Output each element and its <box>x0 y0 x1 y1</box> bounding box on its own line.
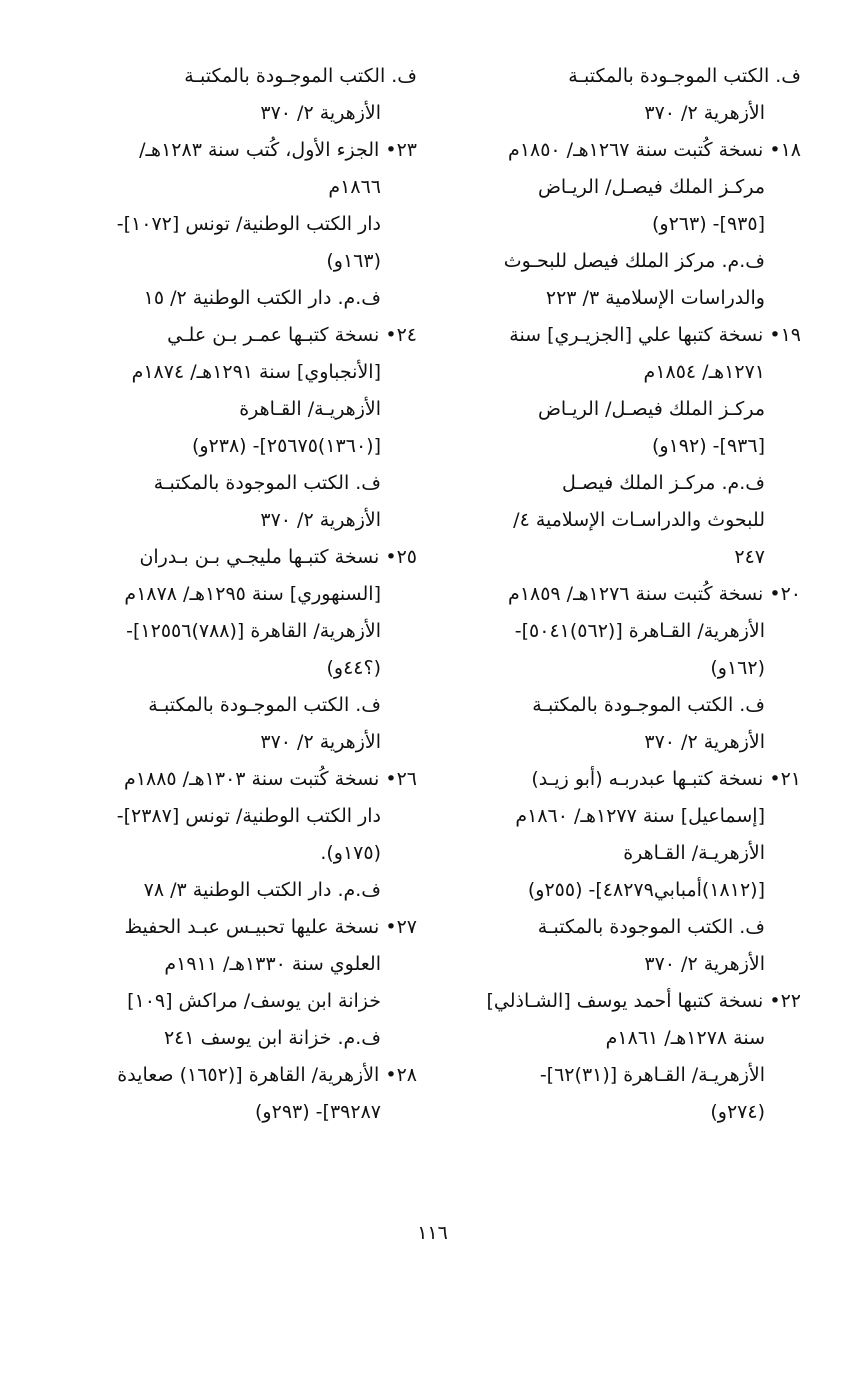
text-line: ٢٤٧ <box>734 546 765 568</box>
text-line: للبحوث والدراسـات الإسلامية ٤/ <box>513 509 765 531</box>
text-line: ١٩• نسخة كتبها علي [الجزيـري] سنة <box>509 324 801 346</box>
text-line: دار الكتب الوطنية/ تونس [١٠٧٢]- <box>116 213 381 235</box>
text-line: ف.م. مركز الملك فيصل للبحـوث <box>503 250 765 272</box>
text-line: (١٦٣و) <box>326 250 381 272</box>
text-line: ف. الكتب الموجـودة بالمكتبـة <box>184 65 417 87</box>
text-line: [إسماعيل] سنة ١٢٧٧هـ/ ١٨٦٠م <box>515 805 765 827</box>
right-column <box>449 58 801 1131</box>
text-line: خزانة ابن يوسف/ مراكش [١٠٩] <box>127 990 381 1012</box>
text-line: ٢٨• الأزهرية/ القاهرة [(١٦٥٢) صعايدة <box>117 1064 417 1086</box>
text-line: (٢٧٤و) <box>710 1101 765 1123</box>
text-line: العلوي سنة ١٣٣٠هـ/ ١٩١١م <box>164 953 381 975</box>
text-line: ٢٥• نسخة كتبـها مليجـي بـن بـدران <box>139 546 417 568</box>
text-line: دار الكتب الوطنية/ تونس [٢٣٨٧]- <box>116 805 381 827</box>
text-line: (؟٤٤و) <box>326 657 381 679</box>
text-line: (١٦٢و) <box>710 657 765 679</box>
text-line: الأزهرية ٢/ ٣٧٠ <box>644 953 765 975</box>
text-line: ٢٦• نسخة كُتبت سنة ١٣٠٣هـ/ ١٨٨٥م <box>124 768 417 790</box>
text-line: ف. الكتب الموجودة بالمكتبـة <box>537 916 765 938</box>
text-line: ف.م. مركـز الملك فيصـل <box>561 472 765 494</box>
text-line: الأزهريـة/ القـاهرة <box>623 842 765 864</box>
text-line: ٢٠• نسخة كُتبت سنة ١٢٧٦هـ/ ١٨٥٩م <box>508 583 801 605</box>
page-number: ١١٦ <box>417 1222 448 1244</box>
text-line: الأزهرية/ القاهرة [(٧٨٨)١٢٥٥٦]- <box>126 620 381 642</box>
text-line: ف. الكتب الموجودة بالمكتبـة <box>153 472 381 494</box>
left-column <box>43 58 417 1131</box>
text-line: سنة ١٢٧٨هـ/ ١٨٦١م <box>605 1027 765 1049</box>
text-line: ف.م. دار الكتب الوطنية ٢/ ١٥ <box>143 287 381 309</box>
text-line: ٢٣• الجزء الأول، كُتب سنة ١٢٨٣هـ/ <box>139 139 417 161</box>
text-line: الأزهريـة/ القـاهرة [(٣١)٦٢]- <box>539 1064 765 1086</box>
text-line: مركـز الملك فيصـل/ الريـاض <box>537 176 765 198</box>
text-line: ف. الكتب الموجـودة بالمكتبـة <box>532 694 765 716</box>
text-line: الأزهرية ٢/ ٣٧٠ <box>260 102 381 124</box>
text-line: (١٧٥و). <box>320 842 381 864</box>
text-line: الأزهرية ٢/ ٣٧٠ <box>260 731 381 753</box>
text-line: الأزهرية/ القـاهرة [(٥٦٢)٥٠٤١]- <box>514 620 765 642</box>
text-line: الأزهرية ٢/ ٣٧٠ <box>260 509 381 531</box>
text-line: ١٨• نسخة كُتبت سنة ١٢٦٧هـ/ ١٨٥٠م <box>508 139 801 161</box>
text-line: ٢٢• نسخة كتبها أحمد يوسف [الشـاذلي] <box>486 990 801 1012</box>
text-line: ٣٩٢٨٧]- (٢٩٣و) <box>255 1101 381 1123</box>
text-line: [(١٣٦٠)٢٥٦٧٥]- (٢٣٨و) <box>191 435 381 457</box>
text-line: الأزهرية ٢/ ٣٧٠ <box>644 102 765 124</box>
text-line: ف. الكتب الموجـودة بالمكتبـة <box>568 65 801 87</box>
text-line: ٢١• نسخة كتبـها عبدربـه (أبو زيـد) <box>531 768 801 790</box>
text-line: [٩٣٥]- (٢٦٣و) <box>652 213 765 235</box>
text-line: ٢٤• نسخة كتبـها عمـر بـن علـي <box>167 324 417 346</box>
text-line: [الأنجباوي] سنة ١٢٩١هـ/ ١٨٧٤م <box>131 361 381 383</box>
text-line: الأزهريـة/ القـاهرة <box>239 398 381 420</box>
text-line: [السنهوري] سنة ١٢٩٥هـ/ ١٨٧٨م <box>124 583 381 605</box>
text-line: ١٢٧١هـ/ ١٨٥٤م <box>643 361 765 383</box>
text-line: الأزهرية ٢/ ٣٧٠ <box>644 731 765 753</box>
text-line: ف.م. دار الكتب الوطنية ٣/ ٧٨ <box>143 879 381 901</box>
text-line: [٩٣٦]- (١٩٢و) <box>652 435 765 457</box>
text-line: والدراسات الإسلامية ٣/ ٢٢٣ <box>545 287 765 309</box>
text-line: ٢٧• نسخة عليها تحبيـس عبـد الحفيظ <box>124 916 417 938</box>
text-line: ١٨٦٦م <box>328 176 381 198</box>
text-line: ف. الكتب الموجـودة بالمكتبـة <box>148 694 381 716</box>
text-line: ف.م. خزانة ابن يوسف ٢٤١ <box>163 1027 381 1049</box>
text-line: مركـز الملك فيصـل/ الريـاض <box>537 398 765 420</box>
text-line: [(١٨١٢)أمبابي٤٨٢٧٩]- (٢٥٥و) <box>527 879 765 901</box>
